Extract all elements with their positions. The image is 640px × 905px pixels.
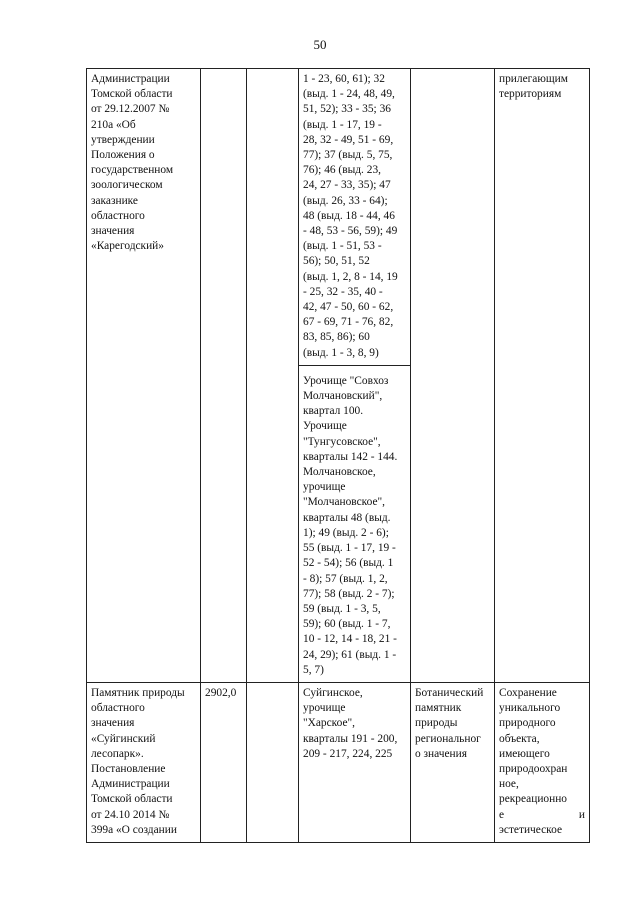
cell-text: Урочище "Совхоз Молчановский", квартал 100. Урочище "Тунгусовское", кварталы 142 - 144. Молчановское, урочище "Молчановское", кварталы 48 (выд. 1); 49 (выд. 2 - 6); 55 (выд. 1 - 17, 19 - 52 - 54); 56 (выд. 1 - 8); 57 (выд. 1, 2, 77); 58 (выд. 2 - 7); 59 (выд. 1 - 3, 5, 59); 60 (выд. 1 - 7, 10 - 12, 14 - 18, 21 - 24, 29); 61 (выд. 1 - 5, 7) bbox=[303, 374, 398, 676]
justified-line bbox=[499, 808, 585, 823]
table-cell bbox=[87, 682, 201, 842]
cell-text: Сохранение уникального природного объекта, имеющего природоохран ное, рекреационно bbox=[499, 686, 568, 806]
cell-text: Памятник природы областного значения «Суйгинский лесопарк». Постановление Администрации Томской области от 24.10 2014 № 399а «О создании bbox=[91, 686, 185, 836]
cell-text: прилегающим территориям bbox=[499, 73, 568, 101]
cell-text: Суйгинское, урочище "Харское", кварталы 191 - 200, 209 - 217, 224, 225 bbox=[303, 686, 398, 760]
protected-areas-table bbox=[86, 68, 590, 843]
cell-text: и bbox=[578, 808, 585, 821]
page-number: 50 bbox=[313, 37, 327, 52]
cell-text: Ботанический памятник природы региональног о значения bbox=[415, 686, 484, 760]
table-cell bbox=[201, 682, 247, 842]
cell-text: е bbox=[499, 808, 505, 821]
table-cell bbox=[247, 69, 299, 683]
cell-text: Администрации Томской области от 29.12.2007 № 210а «Об утверждении Положения о государственном зоологическом заказнике областного значения «Карегодский» bbox=[91, 73, 174, 253]
table-cell bbox=[411, 682, 495, 842]
table-cell bbox=[299, 682, 411, 842]
table-cell bbox=[411, 69, 495, 683]
table-cell bbox=[201, 69, 247, 683]
cell-text: 1 - 23, 60, 61); 32 (выд. 1 - 24, 48, 49, 51, 52); 33 - 35; 36 (выд. 1 - 17, 19 - 28, 32 - 49, 51 - 69, 77); 37 (выд. 5, 75, 76); 46 (выд. 23, 24, 27 - 33, 35); 47 (выд. 26, 33 - 64); 48 (выд. 18 - 44, 46 - 48, 53 - 56, 59); 49 (выд. 1 - 51, 53 - 56); 50, 51, 52 (выд. 1, 2, 8 - 14, 19 - 25, 32 - 35, 40 - 42, 47 - 50, 60 - 62, 67 - 69, 71 - 76, 82, 83, 85, 86); 60 (выд. 1 - 3, 8, 9) bbox=[303, 73, 398, 359]
table-cell bbox=[299, 69, 411, 366]
table-row bbox=[87, 682, 590, 842]
table-cell bbox=[247, 682, 299, 842]
table-row bbox=[87, 69, 590, 366]
table-cell bbox=[495, 69, 590, 683]
table-cell bbox=[495, 682, 590, 842]
cell-text: эстетическое bbox=[499, 823, 563, 836]
table-cell bbox=[299, 365, 411, 682]
cell-text: 2902,0 bbox=[205, 686, 237, 699]
table-cell bbox=[87, 69, 201, 683]
